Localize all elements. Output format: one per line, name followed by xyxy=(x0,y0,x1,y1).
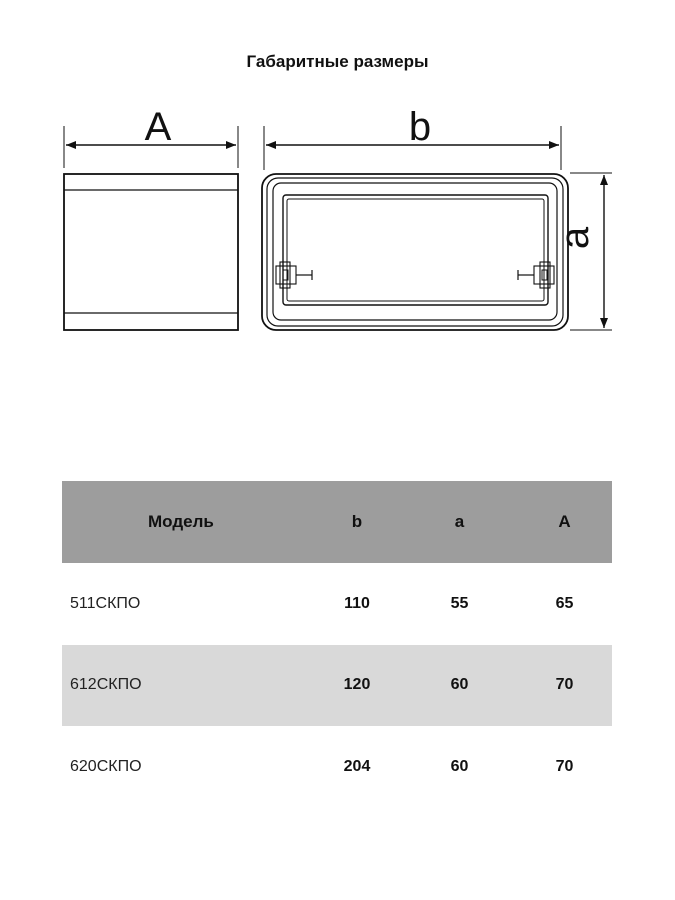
table-row xyxy=(62,645,612,727)
b-cell: 204 xyxy=(343,757,371,775)
table-row xyxy=(62,563,612,645)
a-cell: 60 xyxy=(450,757,469,775)
model-cell: 612СКПО xyxy=(70,676,142,694)
dimension-drawing xyxy=(0,0,675,420)
b-cell: 120 xyxy=(343,676,371,694)
header-model: Модель xyxy=(148,512,214,531)
page-title: Габаритные размеры xyxy=(246,52,429,71)
model-cell: 511СКПО xyxy=(70,594,141,612)
dimension-label-b: b xyxy=(408,105,432,149)
a-cell: 55 xyxy=(450,594,469,612)
b-cell: 110 xyxy=(344,594,370,612)
A-cell: 65 xyxy=(555,594,574,612)
table-row xyxy=(62,726,612,808)
A-cell: 70 xyxy=(555,676,574,694)
A-cell: 70 xyxy=(555,757,574,775)
a-cell: 60 xyxy=(450,676,469,694)
table-header-row xyxy=(62,481,612,563)
header-b: b xyxy=(351,512,363,531)
header-a: a xyxy=(454,512,465,531)
side-view xyxy=(64,126,238,330)
header-A: A xyxy=(558,512,571,531)
dimensions-table xyxy=(62,481,612,808)
model-cell: 620СКПО xyxy=(70,757,142,775)
dimension-label-a: a xyxy=(553,226,597,250)
dimension-label-A: A xyxy=(144,105,172,149)
